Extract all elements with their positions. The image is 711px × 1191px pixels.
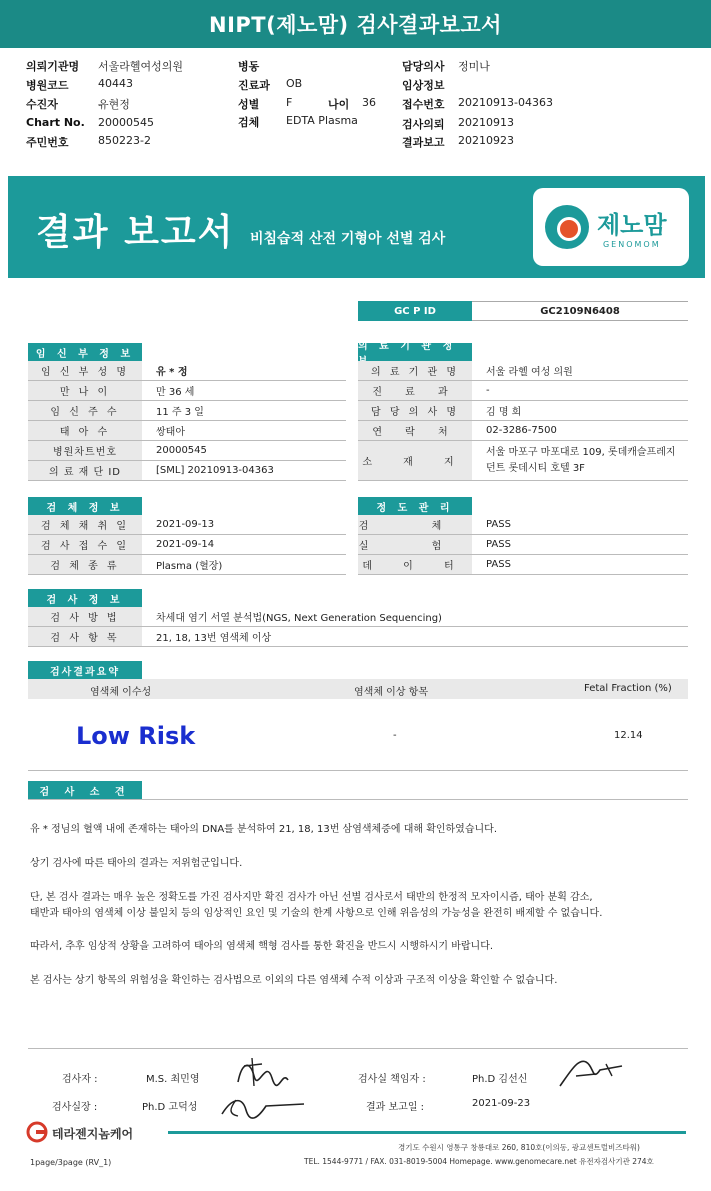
table-row: 임 신 주 수 11 주 3 일 <box>28 401 346 421</box>
genomom-logo <box>533 188 689 266</box>
table-row: 소 재 지 서울 마포구 마포대로 109, 롯데캐슬프레지 던트 롯데시티 호텔 3F <box>358 441 688 481</box>
age-value: 36 <box>362 96 376 109</box>
chief-label: 검사실장 : <box>52 1102 98 1113</box>
opinion-paragraph-5: 본 검사는 상기 항목의 위험성을 확인하는 검사법으로 이외의 다른 염색체 수적 이상과 구조적 이상을 확인할 수 없습니다. <box>30 975 558 986</box>
gcpid-label: GC P ID <box>358 301 472 321</box>
tester-label: 검사자 : <box>62 1074 98 1085</box>
table-row: 검 사 항 목 21, 18, 13번 염색체 이상 <box>28 627 688 647</box>
fetal-fraction-value: 12.14 <box>614 730 643 741</box>
opinion-paragraph-1: 유 * 정님의 혈액 내에 존재하는 태아의 DNA를 분석하여 21, 18, 13번 삼염색체증에 대해 확인하였습니다. <box>30 824 497 835</box>
terragen-logo-icon <box>26 1121 50 1143</box>
table-row: 만 나 이 만 36 세 <box>28 381 346 401</box>
lead-signature-icon <box>556 1052 626 1092</box>
opinion-paragraph-4: 따라서, 추후 임상적 상황을 고려하여 태아의 염색체 핵형 검사를 통한 확진을 반드시 시행하시기 바랍니다. <box>30 941 494 952</box>
request-value: 20210913 <box>458 116 514 129</box>
table-row: 검 사 접 수 일 2021-09-14 <box>28 535 346 555</box>
specimen-label: 검체 <box>238 116 260 129</box>
sex-label: 성별 <box>238 98 260 111</box>
footer-rule <box>168 1131 686 1134</box>
company-address: 경기도 수원시 영통구 창룡대로 260, 810호(이의동, 광교센트럴비즈타워) <box>398 1143 640 1152</box>
summary-col-items: 염색체 이상 항목 <box>354 687 428 698</box>
doctor-label: 담당의사 <box>402 60 445 73</box>
company-name: 테라젠지놈케어 <box>52 1127 134 1141</box>
opinion-paragraph-2: 상기 검사에 따른 태아의 결과는 저위험군입니다. <box>30 858 243 869</box>
chief-signature-icon <box>218 1090 308 1122</box>
opinion-divider <box>28 799 688 800</box>
table-row: 검 체 PASS <box>358 515 688 535</box>
specimen-value: EDTA Plasma <box>286 114 358 127</box>
table-row: 의 료 재 단 ID [SML] 20210913-04363 <box>28 461 346 481</box>
receipt-value: 20210913-04363 <box>458 96 553 109</box>
dept-label: 진료과 <box>238 79 270 92</box>
collector-value: 유현정 <box>98 98 130 111</box>
signature-divider <box>28 1048 688 1049</box>
summary-divider <box>28 770 688 771</box>
company-contact: TEL. 1544-9771 / FAX. 031-8019-5004 Homepage. www.genomecare.net 유전자검사기관 274호 <box>304 1157 654 1166</box>
sex-value: F <box>286 96 293 109</box>
receipt-label: 접수번호 <box>402 98 445 111</box>
summary-section-head: 검사결과요약 <box>28 661 142 679</box>
dept-value: OB <box>286 77 303 90</box>
ssn-label: 주민번호 <box>26 136 69 149</box>
patient-info-block <box>0 52 711 160</box>
table-row: 태 아 수 쌍태아 <box>28 421 346 441</box>
ssn-value: 850223-2 <box>98 134 151 147</box>
table-row: 의 료 기 관 명 서울 라헬 여성 의원 <box>358 361 688 381</box>
summary-header-row <box>28 679 688 699</box>
chart-label: Chart No. <box>26 116 85 129</box>
opinion-paragraph-3a: 단, 본 검사 결과는 매우 높은 정확도를 가진 검사지만 확진 검사가 아닌 선별 검사로서 태반의 한정적 모자이시즘, 태아 분획 감소, <box>30 892 593 903</box>
specimen-section-head: 검 체 정 보 <box>28 497 142 515</box>
logo-english: GENOMOM <box>602 240 661 249</box>
chief-name: Ph.D 고덕성 <box>142 1102 198 1113</box>
result-banner <box>8 176 705 278</box>
summary-col-fraction: Fetal Fraction (%) <box>584 683 672 694</box>
table-row: 연 락 처 02-3286-7500 <box>358 421 688 441</box>
hospital-value: 서울라헬여성의원 <box>98 60 184 73</box>
logo-mark-icon <box>545 205 589 249</box>
ward-label: 병동 <box>238 60 260 73</box>
opinion-paragraph-3b: 태반과 태아의 염색체 이상 불일치 등의 임상적인 요인 및 기술의 한계 사항으로 인해 위음성의 가능성을 완전히 배제할 수 없습니다. <box>30 908 603 919</box>
table-row: 담 당 의 사 명 김 명 희 <box>358 401 688 421</box>
table-row: 임 신 부 성 명 유 * 정 <box>28 361 346 381</box>
test-section-head: 검 사 정 보 <box>28 589 142 607</box>
tester-name: M.S. 최민영 <box>146 1074 200 1085</box>
gcpid-value: GC2109N6408 <box>472 301 688 321</box>
chart-value: 20000545 <box>98 116 154 129</box>
code-value: 40443 <box>98 77 133 90</box>
banner-subtitle: 비침습적 산전 기형아 선별 검사 <box>250 231 446 247</box>
summary-col-aneuploidy: 염색체 이수성 <box>90 687 152 698</box>
tester-signature-icon <box>232 1052 292 1092</box>
table-row: 병원차트번호 20000545 <box>28 441 346 461</box>
table-row: 검 체 종 류 Plasma (혈장) <box>28 555 346 575</box>
table-row: 검 사 방 법 차세대 염기 서열 분석법(NGS, Next Generation Sequencing) <box>28 607 688 627</box>
table-row: 검 체 채 취 일 2021-09-13 <box>28 515 346 535</box>
lead-name: Ph.D 김선신 <box>472 1074 528 1085</box>
age-label: 나이 <box>328 98 350 111</box>
report-title: NIPT(제노맘) 검사결과보고서 <box>0 0 711 48</box>
institution-section-head: 의 료 기 관 정 <box>358 343 472 361</box>
opinion-section-head: 검 사 소 견 <box>28 781 142 799</box>
lead-label: 검사실 책임자 : <box>358 1074 426 1085</box>
table-row: 실 험 PASS <box>358 535 688 555</box>
request-label: 검사의뢰 <box>402 118 445 131</box>
qc-section-head: 정 도 관 리 <box>358 497 472 515</box>
clinical-label: 임상정보 <box>402 79 445 92</box>
collector-label: 수진자 <box>26 98 58 111</box>
abnormal-item-value: - <box>393 730 397 741</box>
doctor-value: 정미나 <box>458 60 490 73</box>
page-number: 1page/3page (RV_1) <box>30 1158 112 1167</box>
table-row: 진 료 과 - <box>358 381 688 401</box>
table-row: 데 이 터 PASS <box>358 555 688 575</box>
code-label: 병원코드 <box>26 79 69 92</box>
pregnancy-section-head: 임 신 부 정 보 <box>28 343 142 361</box>
report-date-label: 결과보고 <box>402 136 445 149</box>
report-date-value: 20210923 <box>458 134 514 147</box>
logo-korean: 제노맘 <box>597 211 667 239</box>
hospital-label: 의뢰기관명 <box>26 60 80 73</box>
risk-result: Low Risk <box>76 722 196 750</box>
report-date-sig-label: 결과 보고일 : <box>366 1102 425 1113</box>
report-date-sig-value: 2021-09-23 <box>472 1098 531 1109</box>
banner-title: 결과 보고서 <box>36 212 235 253</box>
